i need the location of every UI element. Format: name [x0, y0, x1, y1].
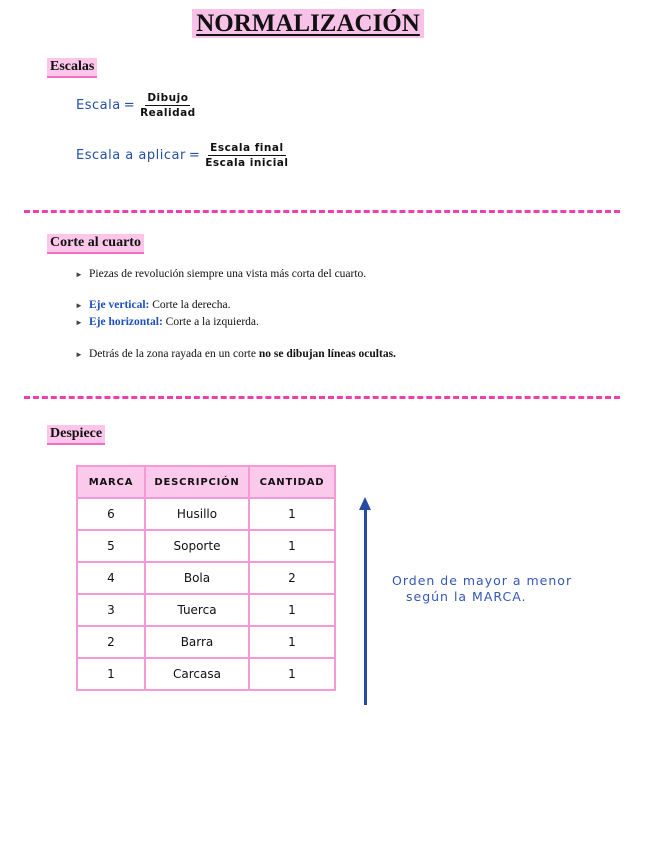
list-item — [75, 346, 396, 363]
list-item — [75, 266, 366, 283]
table-header-row — [77, 466, 335, 498]
formula-equals: = — [123, 98, 136, 113]
cell-descripcion: Barra — [145, 626, 249, 658]
bullet-plain: Detrás de la zona rayada en un corte — [89, 348, 259, 360]
cell-marca: 1 — [77, 658, 145, 690]
header-cantidad: CANTIDAD — [249, 466, 335, 498]
header-descripcion: DESCRIPCIÓN — [145, 466, 249, 498]
cell-descripcion: Tuerca — [145, 594, 249, 626]
bullet-text — [89, 314, 259, 331]
cell-marca: 2 — [77, 626, 145, 658]
fraction — [140, 92, 196, 119]
page-title: NORMALIZACIÓN — [0, 10, 616, 38]
cell-cantidad: 1 — [249, 594, 335, 626]
table-row — [77, 594, 335, 626]
fraction-denominator: Realidad — [140, 107, 196, 119]
bullet-bold: Eje horizontal: — [89, 316, 163, 328]
section-label-despiece: Despiece — [47, 425, 105, 445]
section-divider — [24, 210, 620, 213]
section-divider — [24, 396, 620, 399]
bullet-plain: Corte a la izquierda. — [162, 316, 259, 328]
order-note-line: Orden de mayor a menor — [392, 573, 573, 588]
table-row — [77, 530, 335, 562]
bullet-icon: ► — [75, 350, 83, 359]
bullet-icon: ► — [75, 301, 83, 310]
cell-marca: 6 — [77, 498, 145, 530]
fraction-numerator: Escala final — [210, 142, 284, 154]
order-note-line: según la MARCA. — [406, 589, 527, 604]
fraction-numerator: Dibujo — [147, 92, 189, 104]
bullet-bold: no se dibujan líneas ocultas. — [258, 348, 396, 360]
bullet-text — [89, 297, 230, 314]
cell-cantidad: 1 — [249, 498, 335, 530]
table-row — [77, 626, 335, 658]
bullet-bold: Eje vertical: — [89, 299, 150, 311]
formula-equals: = — [188, 148, 201, 163]
table-row — [77, 658, 335, 690]
bullet-text — [89, 346, 396, 363]
cell-descripcion: Soporte — [145, 530, 249, 562]
table-row — [77, 498, 335, 530]
formula-escala-aplicar — [76, 142, 288, 169]
section-label-corte: Corte al cuarto — [47, 234, 144, 254]
section-label-escalas: Escalas — [47, 58, 97, 78]
bullet-text: Piezas de revolución siempre una vista más corta del cuarto. — [89, 268, 367, 280]
cell-descripcion: Bola — [145, 562, 249, 594]
formula-escala — [76, 92, 196, 119]
header-marca: MARCA — [77, 466, 145, 498]
cell-marca: 3 — [77, 594, 145, 626]
cell-cantidad: 1 — [249, 658, 335, 690]
order-arrow-line — [364, 508, 367, 705]
cell-descripcion: Carcasa — [145, 658, 249, 690]
cell-cantidad: 2 — [249, 562, 335, 594]
table-row — [77, 562, 335, 594]
cell-marca: 4 — [77, 562, 145, 594]
bullet-plain: Corte la derecha. — [149, 299, 231, 311]
despiece-table — [76, 465, 336, 691]
cell-marca: 5 — [77, 530, 145, 562]
cell-descripcion: Husillo — [145, 498, 249, 530]
bullet-icon: ► — [75, 270, 83, 279]
cell-cantidad: 1 — [249, 530, 335, 562]
formula-lhs: Escala a aplicar — [76, 148, 186, 163]
list-item — [75, 297, 230, 314]
fraction-denominator: Escala inicial — [205, 157, 289, 169]
cell-cantidad: 1 — [249, 626, 335, 658]
order-note — [392, 573, 572, 605]
list-item — [75, 314, 259, 331]
fraction — [205, 142, 288, 169]
bullet-icon: ► — [75, 318, 83, 327]
formula-lhs: Escala — [76, 98, 121, 113]
